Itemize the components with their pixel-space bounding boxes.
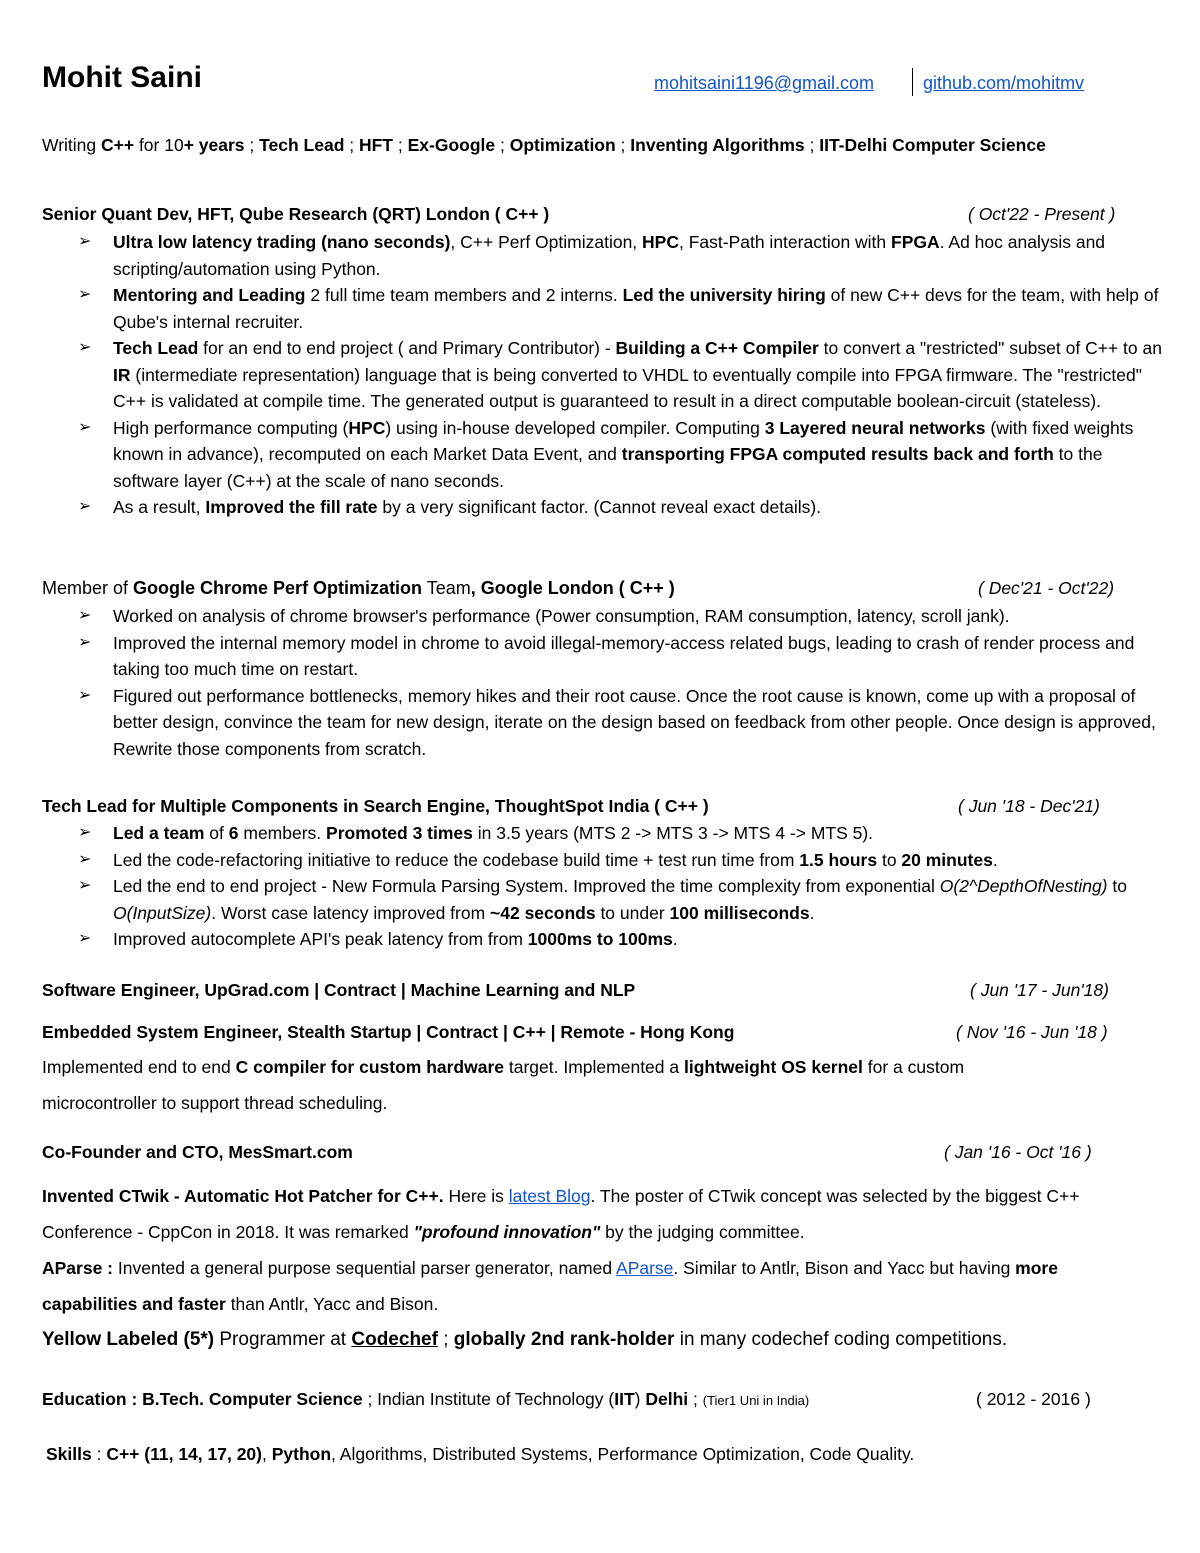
job-date-embedded: ( Nov '16 - Jun '18 ) — [956, 1022, 1108, 1042]
job-title-upgrad: Software Engineer, UpGrad.com | Contract | Machine Learning and NLP — [42, 980, 636, 1000]
embedded-description — [42, 1049, 1062, 1121]
summary-text: Inventing Algorithms — [630, 135, 805, 155]
summary-text: ; — [344, 135, 359, 155]
text-span: 2 full time team members and 2 interns. — [305, 285, 623, 305]
text-span: of new C++ devs for the team, with help of Qube's internal recruiter. — [113, 285, 1159, 332]
text-span: Worked on analysis of chrome browser's performance (Power consumption, RAM consumption, latency, scroll jank). — [113, 606, 1010, 626]
contact-separator — [912, 68, 913, 96]
thoughtspot-bullets — [78, 820, 1168, 953]
text-span: ) using in-house developed compiler. Computing — [385, 417, 765, 438]
bullet-icon: ➢ — [78, 233, 92, 250]
summary-text: ; — [244, 135, 260, 155]
text-span: Programmer at — [214, 1329, 352, 1350]
aparse-link[interactable]: AParse — [616, 1258, 674, 1278]
text-span: O(2^DepthOfNesting) — [939, 876, 1108, 896]
summary-text: ; — [495, 135, 510, 155]
list-item — [78, 820, 1168, 847]
text-span: Here is — [443, 1186, 509, 1206]
text-span: High performance computing ( — [113, 417, 349, 438]
bullet-icon: ➢ — [78, 418, 92, 436]
text-span: ~42 seconds — [490, 902, 596, 923]
list-item — [78, 603, 1168, 630]
text-span: Mentoring and Leading — [113, 285, 306, 305]
list-item — [78, 630, 1168, 683]
text-span: Implemented end to end — [42, 1057, 236, 1077]
summary-text: ; — [804, 135, 820, 155]
text-span: ; Indian Institute of Technology ( — [362, 1389, 615, 1409]
text-span: ; — [437, 1329, 454, 1350]
text-span: globally 2nd rank-holder — [453, 1329, 675, 1350]
list-item — [78, 683, 1168, 763]
text-span: Improved the fill rate — [205, 497, 378, 517]
text-span: Education : B.Tech. Computer Science — [42, 1389, 363, 1409]
list-item — [78, 335, 1168, 415]
text-span: : — [91, 1444, 107, 1464]
text-span: 20 minutes — [901, 849, 993, 870]
education-date: ( 2012 - 2016 ) — [976, 1389, 1091, 1409]
text-span: 6 — [228, 823, 239, 843]
text-span: , Algorithms, Distributed Systems, Performance Optimization, Code Quality. — [331, 1444, 915, 1464]
bullet-icon: ➢ — [78, 498, 92, 515]
text-span: O(InputSize) — [113, 902, 212, 923]
job-title-messmart: Co-Founder and CTO, MesSmart.com — [42, 1142, 353, 1162]
job-date-google: ( Dec'21 - Oct'22) — [978, 578, 1115, 598]
codechef-link[interactable]: Codechef — [351, 1329, 438, 1350]
text-span: for a custom microcontroller to support thread scheduling. — [42, 1057, 965, 1113]
text-span: HPC — [348, 417, 386, 438]
text-span: Building a C++ Compiler — [615, 338, 819, 358]
aparse-paragraph — [42, 1250, 1132, 1322]
bullet-icon: ➢ — [78, 339, 92, 356]
text-span: . The poster of CTwik concept was selected by the biggest C++ Conference - CppCon in 2018. It was remarked — [42, 1186, 1080, 1242]
text-span: IIT — [614, 1389, 635, 1409]
latest-blog-link[interactable]: latest Blog — [508, 1186, 591, 1206]
text-span: transporting FPGA computed results back and forth — [621, 444, 1054, 464]
text-span: Invented a general purpose sequential parser generator, named — [117, 1258, 617, 1278]
education-line — [42, 1386, 809, 1415]
summary-text: HFT — [358, 135, 394, 155]
text-span: . — [809, 902, 815, 923]
list-item — [78, 282, 1168, 335]
summary-text: Writing — [42, 135, 101, 155]
text-span: AParse : — [42, 1258, 118, 1278]
list-item — [78, 847, 1168, 874]
summary-text: ; — [615, 135, 631, 155]
text-span: . — [672, 929, 678, 949]
text-span: Google Chrome Perf Optimization — [133, 578, 423, 598]
candidate-name: Mohit Saini — [42, 61, 202, 94]
text-span: in many codechef coding competitions. — [674, 1329, 1008, 1350]
text-span: ; — [688, 1389, 703, 1409]
bullet-icon: ➢ — [78, 877, 92, 894]
list-item — [78, 926, 1168, 953]
text-span: 100 milliseconds — [669, 902, 810, 923]
text-span: Skills — [46, 1444, 92, 1464]
text-span: Ultra low latency trading (nano seconds) — [113, 232, 451, 252]
text-span: As a result, — [113, 497, 206, 517]
text-span: 3 Layered neural networks — [764, 417, 986, 438]
job-title-thoughtspot: Tech Lead for Multiple Components in Search Engine, ThoughtSpot India ( C++ ) — [42, 796, 709, 816]
text-span: Promoted 3 times — [326, 823, 473, 843]
text-span: IR — [113, 364, 131, 385]
text-span: , — [262, 1444, 272, 1464]
text-span: than Antlr, Yacc and Bison. — [225, 1294, 439, 1314]
summary-text: ; — [393, 135, 408, 155]
text-span: more capabilities and faster — [42, 1258, 1058, 1314]
summary-line — [42, 132, 1046, 159]
job-title-qrt: Senior Quant Dev, HFT, Qube Research (QRT) London ( C++ ) — [42, 204, 550, 224]
text-span: FPGA — [891, 232, 940, 252]
text-span: 1000ms to 100ms — [527, 929, 673, 949]
text-span: Improved the internal memory model in chrome to avoid illegal-memory-access related bugs, leading to crash of render process and taking too much time on restart. — [113, 632, 1135, 679]
text-span: target. Implemented a — [504, 1057, 684, 1077]
github-link[interactable]: github.com/mohitmv — [923, 73, 1085, 93]
text-span: "profound innovation" — [413, 1222, 601, 1242]
text-span: Figured out performance bottlenecks, memory hikes and their root cause. Once the root cause is known, come up with a proposal of better design, convince the team for new design, iterate on the design based on feedback from other people. Once design is approved, Rewrite those components from scratch. — [113, 685, 1156, 759]
ctwik-paragraph — [42, 1178, 1082, 1250]
text-span: to — [877, 849, 902, 870]
text-span: Team — [422, 578, 471, 598]
job-date-qrt: ( Oct'22 - Present ) — [968, 204, 1116, 224]
list-item — [78, 229, 1168, 282]
job-date-messmart: ( Jan '16 - Oct '16 ) — [944, 1142, 1092, 1162]
summary-text: Ex-Google — [407, 135, 496, 155]
text-span: to under — [595, 902, 670, 923]
list-item — [78, 873, 1168, 926]
text-span: . — [992, 849, 998, 870]
list-item — [78, 415, 1168, 495]
text-span: to convert a "restricted" subset of C++ to an — [818, 338, 1162, 358]
text-span: by the judging committee. — [600, 1222, 805, 1242]
text-span: to — [1107, 876, 1127, 896]
skills-line — [46, 1441, 914, 1468]
text-span: 1.5 hours — [799, 849, 878, 870]
summary-text: IIT-Delhi Computer Science — [819, 135, 1046, 155]
qrt-bullets — [78, 229, 1168, 521]
job-date-upgrad: ( Jun '17 - Jun'18) — [970, 980, 1109, 1000]
summary-text: + years — [183, 135, 245, 155]
bullet-icon: ➢ — [78, 850, 92, 868]
bullet-icon: ➢ — [78, 607, 92, 624]
summary-text: Tech Lead — [259, 135, 345, 155]
text-span: , Google London ( C++ ) — [470, 578, 675, 598]
text-span: Yellow Labeled (5*) — [42, 1329, 215, 1350]
job-title-google — [42, 575, 675, 602]
text-span: , C++ Perf Optimization, — [450, 232, 643, 252]
bullet-icon: ➢ — [78, 930, 92, 947]
text-span: . Worst case latency improved from — [211, 902, 491, 923]
text-span: (intermediate representation) language that is being converted to VHDL to eventually compile into FPGA firmware. The "restricted" C++ is validated at compile time. The generated output is guaranteed to result in a direct computable boolean-circuit (stateless). — [113, 364, 1142, 411]
summary-text: Optimization — [509, 135, 616, 155]
text-span: C++ (11, 14, 17, 20) — [106, 1444, 262, 1464]
text-span: by a very significant factor. (Cannot reveal exact details). — [377, 497, 822, 517]
bullet-icon: ➢ — [78, 824, 92, 841]
text-span: lightweight OS kernel — [683, 1057, 863, 1077]
text-span: Tech Lead — [113, 338, 199, 358]
summary-text: C++ — [101, 135, 135, 155]
text-span: . Ad hoc analysis and scripting/automation using Python. — [113, 232, 1106, 279]
text-span: (Tier1 Uni in India) — [702, 1393, 810, 1408]
text-span: Led the end to end project - New Formula Parsing System. Improved the time complexity from exponential — [113, 876, 940, 896]
text-span: Member of — [42, 578, 134, 598]
text-span: Led the university hiring — [622, 285, 826, 305]
text-span: of — [204, 823, 229, 843]
text-span: Led the code-refactoring initiative to reduce the codebase build time + test run time from — [113, 849, 800, 870]
text-span: Invented CTwik - Automatic Hot Patcher for C++. — [42, 1186, 444, 1206]
list-item — [78, 494, 1168, 521]
text-span: Python — [271, 1444, 332, 1464]
bullet-icon: ➢ — [78, 633, 92, 651]
text-span: for an end to end project ( and Primary Contributor) - — [198, 338, 616, 358]
text-span: Led a team — [113, 823, 205, 843]
codechef-line — [42, 1326, 1007, 1354]
text-span: , Fast-Path interaction with — [678, 232, 892, 252]
summary-text: for 10 — [134, 135, 184, 155]
google-bullets — [78, 603, 1168, 762]
text-span: (with fixed weights known in advance), recomputed on each Market Data Event, and — [113, 417, 1134, 464]
text-span: members. — [238, 823, 327, 843]
text-span: C compiler for custom hardware — [235, 1057, 505, 1077]
text-span: in 3.5 years (MTS 2 -> MTS 3 -> MTS 4 -> MTS 5). — [472, 823, 874, 843]
email-link[interactable]: mohitsaini1196@gmail.com — [654, 73, 875, 93]
text-span: ) — [634, 1389, 646, 1409]
text-span: Improved autocomplete API's peak latency from from — [113, 929, 528, 949]
text-span: Delhi — [645, 1389, 689, 1409]
bullet-icon: ➢ — [78, 686, 92, 704]
text-span: HPC — [642, 232, 679, 252]
text-span: . Similar to Antlr, Bison and Yacc but having — [673, 1258, 1016, 1278]
job-date-thoughtspot: ( Jun '18 - Dec'21) — [958, 796, 1100, 816]
job-title-embedded: Embedded System Engineer, Stealth Startup | Contract | C++ | Remote - Hong Kong — [42, 1022, 735, 1042]
text-span: to the software layer (C++) at the scale of nano seconds. — [113, 444, 1103, 491]
bullet-icon: ➢ — [78, 286, 92, 303]
